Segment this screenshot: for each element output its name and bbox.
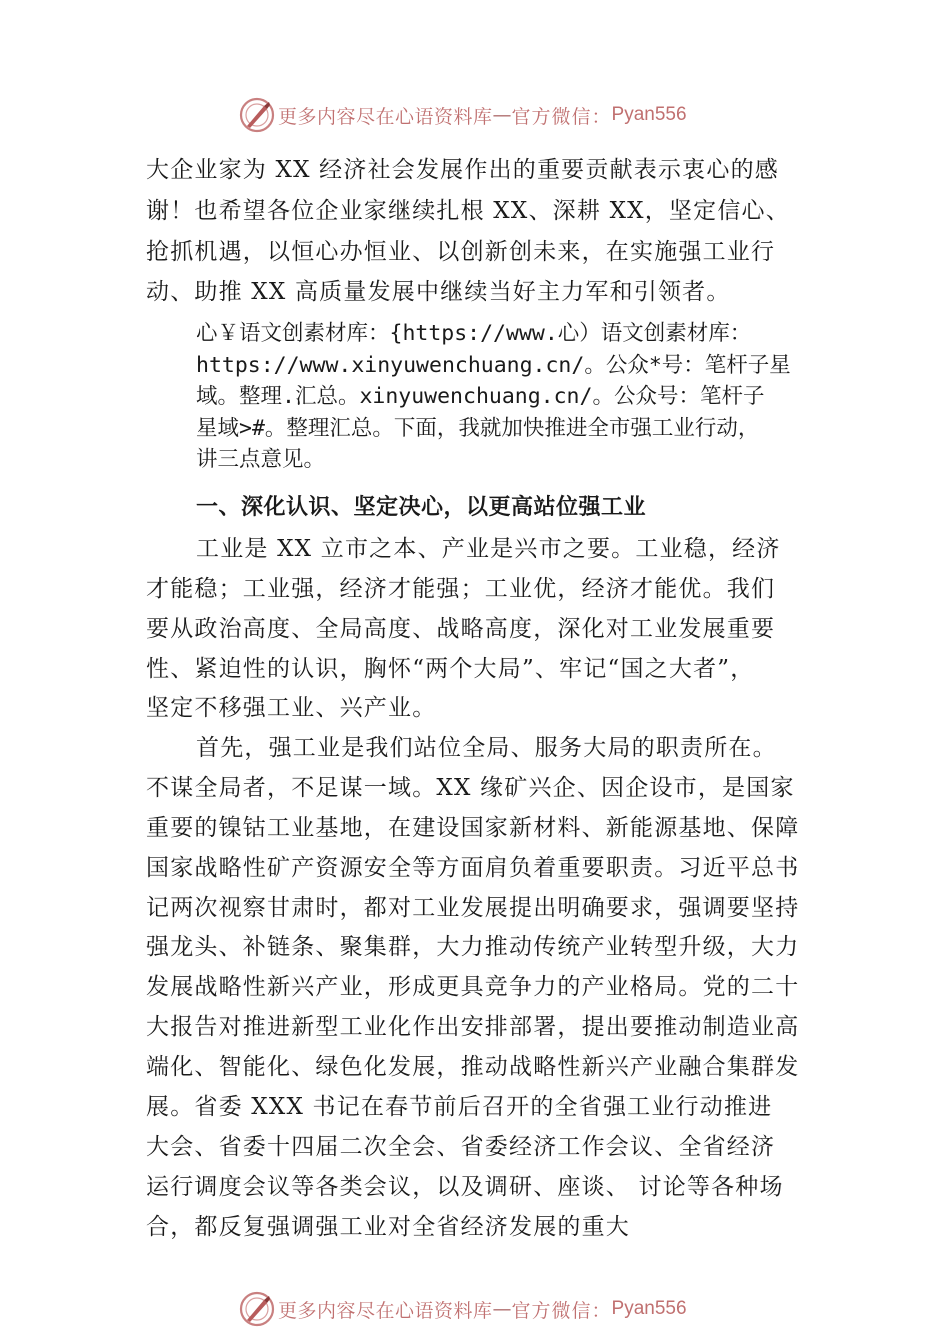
text-line: 大会、省委十四届二次全会、省委经济工作会议、全省经济: [146, 1134, 776, 1160]
text-line: 端化、智能化、绿色化发展，推动战略性新兴产业融合集群发: [146, 1054, 800, 1080]
text-line: 动、助推 XX 高质量发展中继续当好主力军和引领者。: [146, 279, 731, 305]
text-line: 首先，强工业是我们站位全局、服务大局的职责所在。: [196, 735, 777, 761]
text-line: 强龙头、补链条、聚集群，大力推动传统产业转型升级，大力: [146, 934, 800, 960]
section-heading: 一、深化认识、坚定决心，以更高站位强工业: [196, 495, 647, 520]
note-line: 心￥语文创素材库：{https://www.心）语文创素材库：: [196, 321, 752, 346]
banner-wechat-id: Pyan556: [611, 104, 687, 125]
pen-logo-icon: [238, 96, 276, 134]
text-line: 坚定不移强工业、兴产业。: [146, 695, 437, 721]
text-line: 谢！也希望各位企业家继续扎根 XX、深耕 XX，坚定信心、: [146, 198, 790, 224]
banner-wechat-label: 官方微信：: [511, 1299, 612, 1322]
note-line: 星域>#。整理汇总。下面，我就加快推进全市强工业行动，: [196, 415, 760, 441]
inserted-note: [196, 318, 856, 476]
banner-text: 更多内容尽在心语资料库: [278, 1299, 493, 1322]
text-line: 重要的镍钴工业基地，在建设国家新材料、新能源基地、保障: [146, 815, 800, 841]
text-line: 运行调度会议等各类会议，以及调研、座谈、 讨论等各种场: [146, 1174, 784, 1200]
text-line: 国家战略性矿产资源安全等方面肩负着重要职责。习近平总书: [146, 855, 800, 881]
text-line: 工业是 XX 立市之本、产业是兴市之要。工业稳，经济: [196, 536, 781, 562]
text-line: 抢抓机遇，以恒心办恒业、以创新创未来，在实施强工业行: [146, 239, 776, 265]
text-line: 才能稳；工业强，经济才能强；工业优，经济才能优。我们: [146, 576, 776, 602]
note-line: 域。整理.汇总。xinyuwenchuang.cn/。公众号：笔杆子: [196, 384, 765, 409]
banner-dash: —: [492, 1298, 512, 1320]
text-line: 大企业家为 XX 经济社会发展作出的重要贡献表示衷心的感: [146, 157, 779, 183]
text-line: 要从政治高度、全局高度、战略高度，深化对工业发展重要: [146, 616, 776, 642]
text-line: 展。省委 XXX 书记在春节前后召开的全省强工业行动推进: [146, 1094, 773, 1120]
text-line: 合，都反复强调强工业对全省经济发展的重大: [146, 1214, 630, 1240]
text-line: 性、紧迫性的认识，胸怀“两个大局”、牢记“国之大者”，: [146, 656, 755, 682]
pen-logo-icon: [238, 1290, 276, 1328]
banner-dash: —: [492, 104, 512, 126]
text-line: 发展战略性新兴产业，形成更具竞争力的产业格局。党的二十: [146, 974, 800, 1000]
banner-text: 更多内容尽在心语资料库: [278, 105, 493, 128]
text-line: 记两次视察甘肃时，都对工业发展提出明确要求，强调要坚持: [146, 895, 800, 921]
note-line: https://www.xinyuwenchuang.cn/。公众*号：笔杆子星: [196, 352, 791, 378]
note-line: 讲三点意见。: [196, 447, 326, 472]
text-line: 大报告对推进新型工业化作出安排部署，提出要推动制造业高: [146, 1014, 800, 1040]
banner-wechat-id: Pyan556: [611, 1298, 687, 1319]
footer-watermark-banner: [238, 1289, 687, 1329]
text-line: 不谋全局者，不足谋一域。XX 缘矿兴企、因企设市，是国家: [146, 775, 795, 801]
header-watermark-banner: [238, 95, 687, 135]
banner-wechat-label: 官方微信：: [511, 105, 612, 128]
